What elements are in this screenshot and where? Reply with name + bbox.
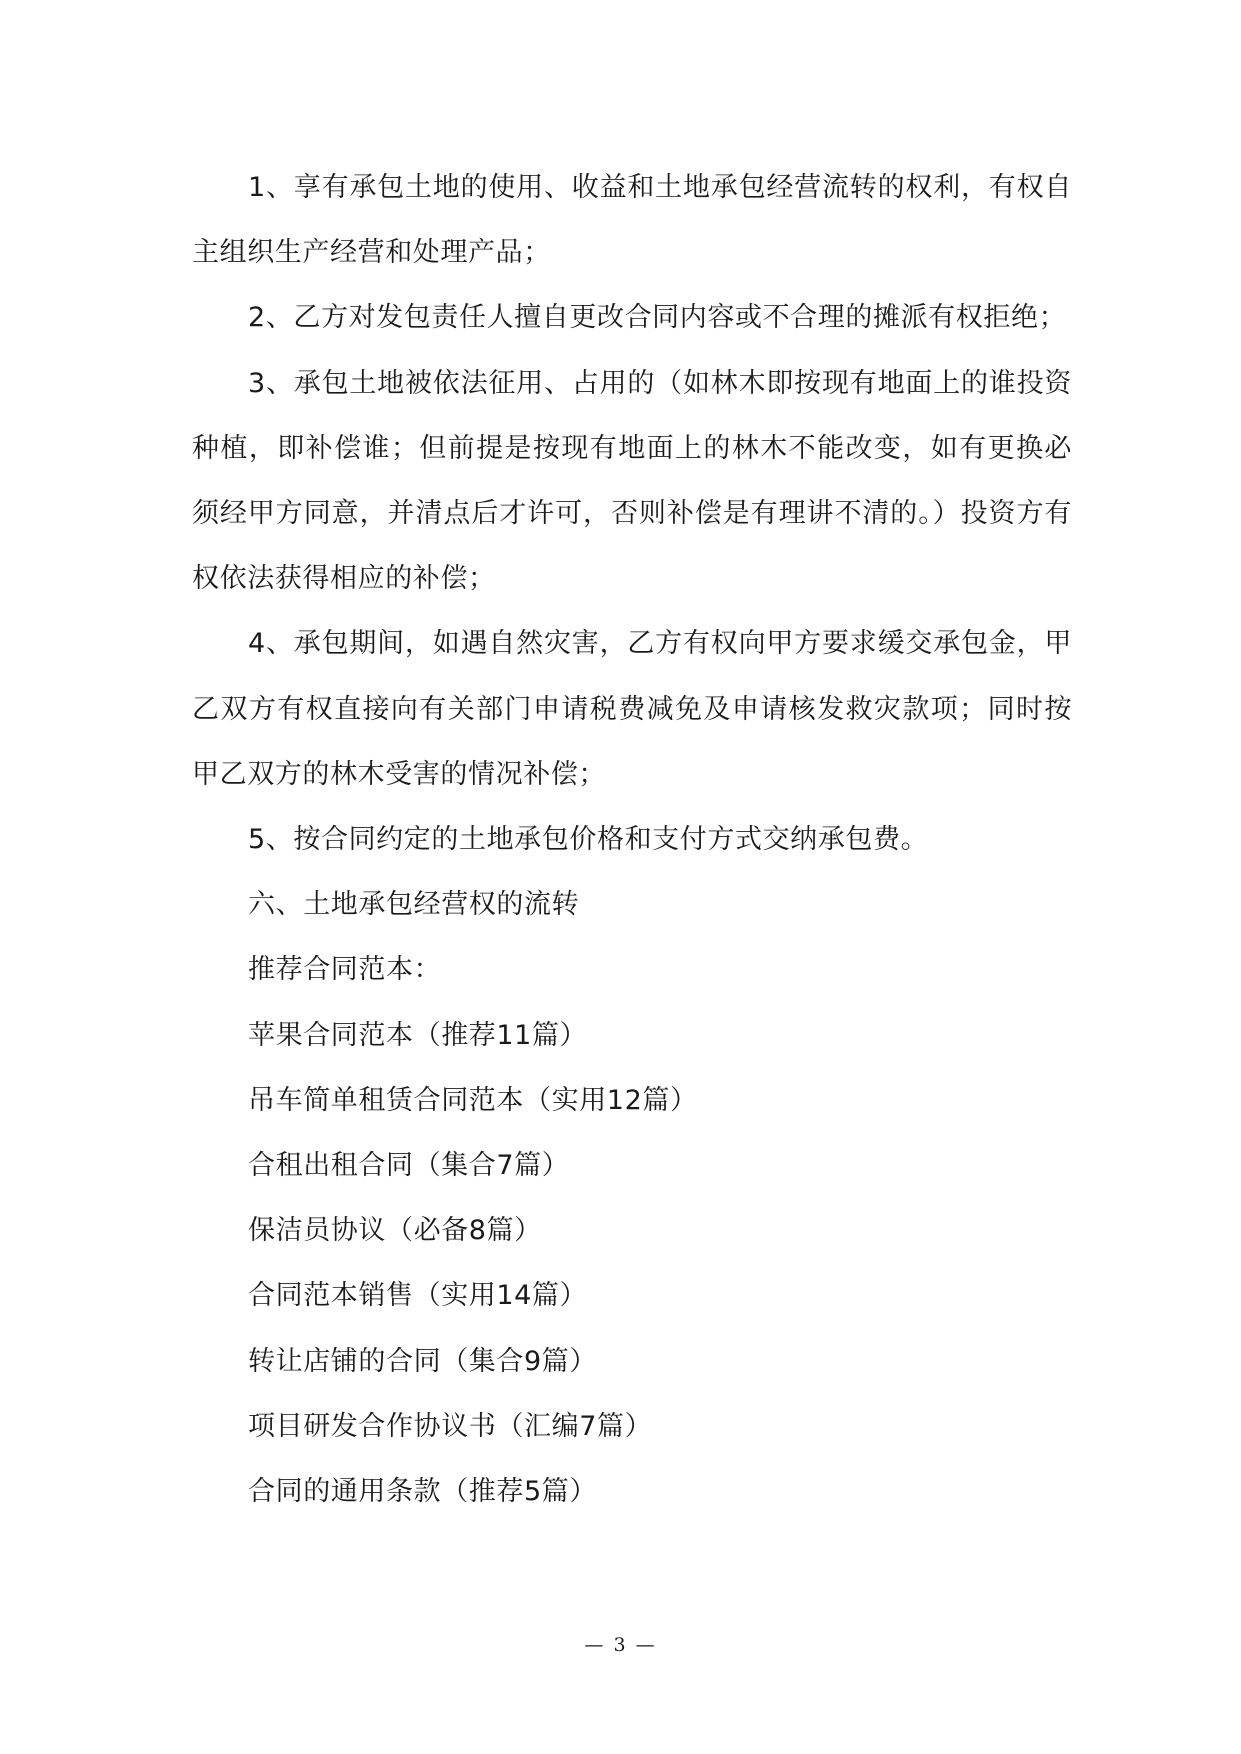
clause-paragraph-3: 3、承包土地被依法征用、占用的（如林木即按现有地面上的谁投资种植，即补偿谁；但前提是按现有地面上的林木不能改变，如有更换必须经甲方同意，并清点后才许可，否则补偿是有理讲不清的。）投资方有权依法获得相应的补偿；: [192, 367, 1072, 595]
recommended-link[interactable]: 项目研发合作协议书（汇编7篇）: [248, 1410, 653, 1442]
recommended-link[interactable]: 转让店铺的合同（集合9篇）: [248, 1345, 597, 1377]
recommended-link[interactable]: 保洁员协议（必备8篇）: [248, 1215, 542, 1247]
clause-paragraph-5: 5、按合同约定的土地承包价格和支付方式交纳承包费。: [248, 824, 929, 856]
document-body: [192, 155, 1072, 1524]
page-number: — 3 —: [584, 1634, 657, 1656]
recommended-link[interactable]: 合同的通用条款（推荐5篇）: [248, 1476, 597, 1508]
recommended-link[interactable]: 合租出租合同（集合7篇）: [248, 1150, 570, 1182]
recommended-link[interactable]: 苹果合同范本（推荐11篇）: [248, 1019, 588, 1051]
clause-paragraph-1: 1、享有承包土地的使用、收益和土地承包经营流转的权利，有权自主组织生产经营和处理产品；: [192, 172, 1072, 269]
clause-paragraph-4: 4、承包期间，如遇自然灾害，乙方有权向甲方要求缓交承包金，甲乙双方有权直接向有关部门申请税费减免及申请核发救灾款项；同时按甲乙双方的林木受害的情况补偿；: [192, 628, 1072, 790]
recommended-link[interactable]: 合同范本销售（实用14篇）: [248, 1280, 588, 1312]
section-heading: 六、土地承包经营权的流转: [248, 889, 580, 921]
recommend-heading: 推荐合同范本：: [248, 954, 442, 986]
recommended-link[interactable]: 吊车简单租赁合同范本（实用12篇）: [248, 1084, 698, 1116]
clause-paragraph-2: 2、乙方对发包责任人擅自更改合同内容或不合理的摊派有权拒绝；: [248, 302, 1067, 334]
